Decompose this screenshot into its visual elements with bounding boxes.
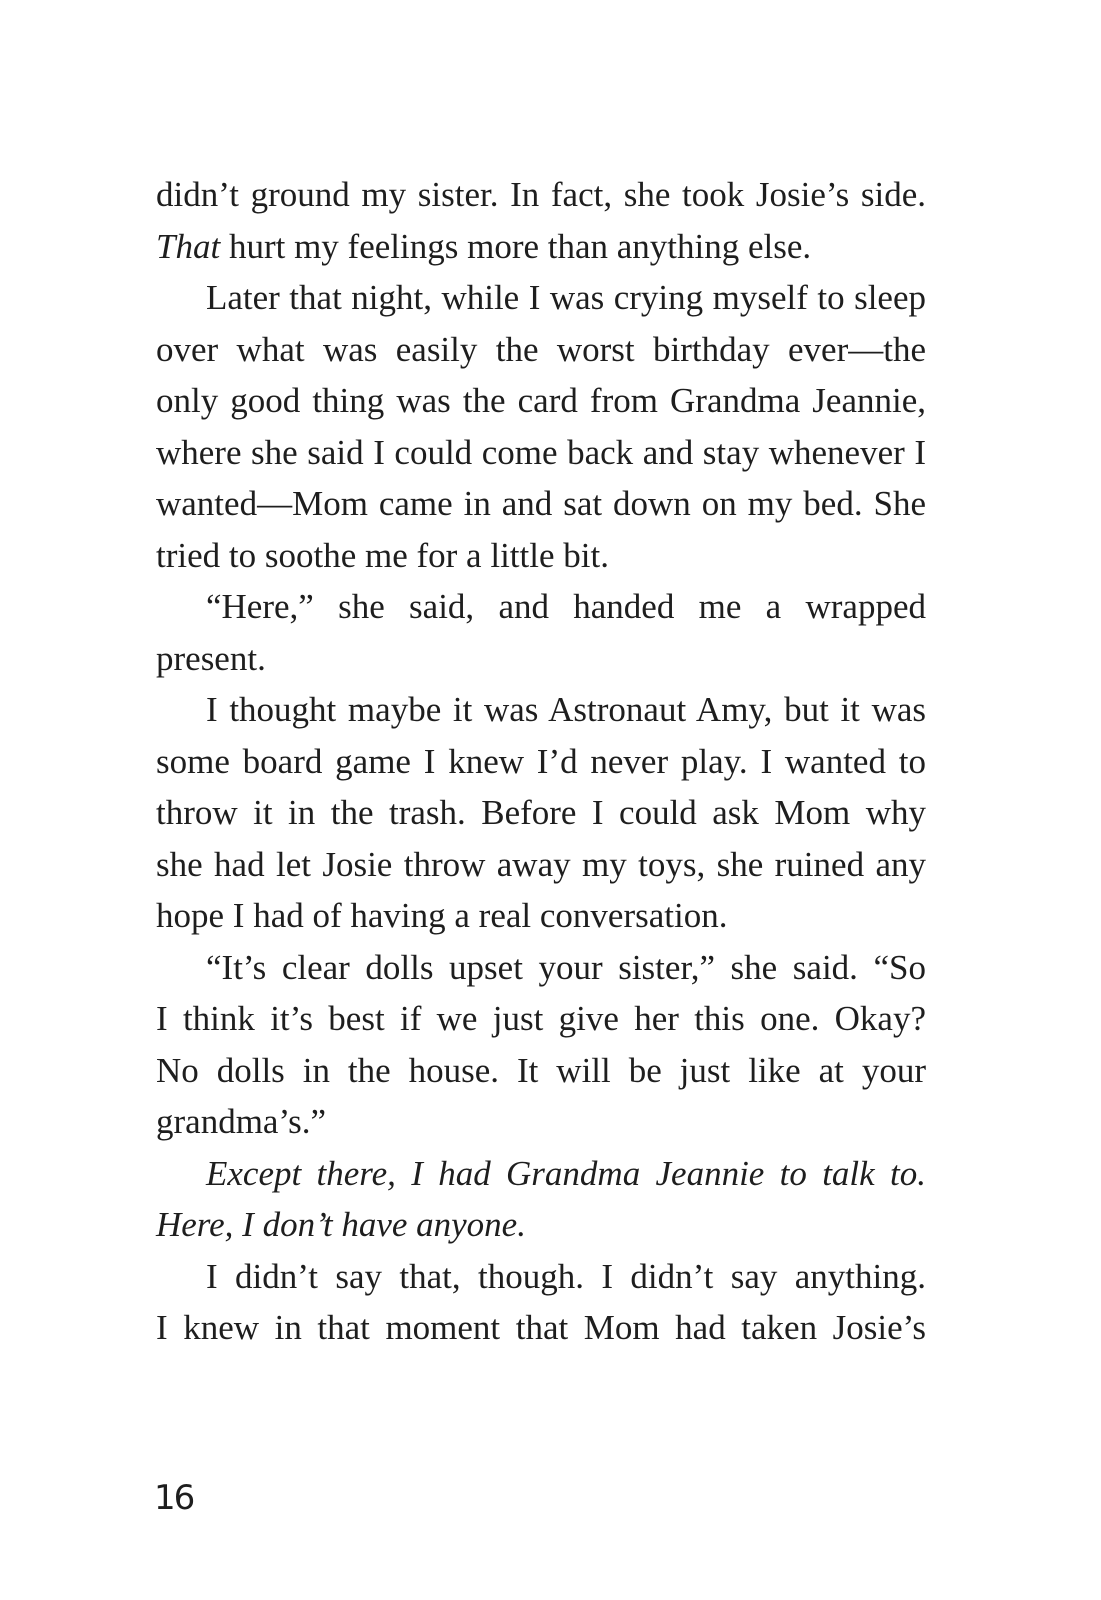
- text-line: [156, 221, 926, 273]
- text-line-content: only good thing was the card from Grandma Jeannie,: [156, 381, 926, 420]
- text-line: [156, 1302, 926, 1354]
- text-line: [156, 169, 926, 221]
- text-line-content: didn’t ground my sister. In fact, she took Josie’s side.: [156, 175, 926, 214]
- text-line-content: wanted—Mom came in and sat down on my bed. She: [156, 484, 926, 523]
- text-line-content: present.: [156, 638, 266, 678]
- text-line: [156, 1199, 926, 1251]
- text-line-content: grandma’s.”: [156, 1102, 327, 1141]
- text-line-content: I didn’t say that, though. I didn’t say anything.: [206, 1256, 926, 1296]
- text-line: [156, 890, 926, 942]
- italic-emphasis: That: [156, 226, 221, 266]
- text-line: [156, 736, 926, 788]
- text-line-content: over what was easily the worst birthday ever—the: [156, 329, 926, 369]
- text-line: [156, 633, 926, 685]
- text-line: [156, 787, 926, 839]
- text-line: [156, 684, 926, 736]
- text-line-content: hope I had of having a real conversation.: [156, 896, 728, 935]
- text-line: [156, 942, 926, 994]
- text-line-content: Except there, I had Grandma Jeannie to talk to.: [206, 1153, 926, 1193]
- text-line: [156, 375, 926, 427]
- text-line-content: throw it in the trash. Before I could ask Mom why: [156, 793, 926, 832]
- text-line-content: Later that night, while I was crying myself to sleep: [206, 278, 926, 317]
- text-line-content: I think it’s best if we just give her this one. Okay?: [156, 999, 926, 1038]
- text-line: [156, 478, 926, 530]
- text-line-content: No dolls in the house. It will be just like at your: [156, 1050, 926, 1090]
- text-line: [156, 427, 926, 479]
- text-line-content: I thought maybe it was Astronaut Amy, but it was: [206, 690, 926, 729]
- text-line-content: hurt my feelings more than anything else.: [220, 226, 812, 266]
- text-line: [156, 324, 926, 376]
- text-line-content: “It’s clear dolls upset your sister,” she said. “So: [206, 947, 926, 987]
- text-line: [156, 272, 926, 324]
- text-line-content: “Here,” she said, and handed me a wrapped: [206, 587, 926, 626]
- text-line: [156, 1148, 926, 1200]
- text-line: [156, 1096, 926, 1148]
- text-line-content: tried to soothe me for a little bit.: [156, 535, 609, 575]
- page-number: 16: [154, 1478, 194, 1518]
- text-line-content: I knew in that moment that Mom had taken Josie’s: [156, 1308, 926, 1347]
- text-line-content: some board game I knew I’d never play. I wanted to: [156, 741, 926, 781]
- text-line-content: where she said I could come back and stay whenever I: [156, 432, 926, 472]
- text-line: [156, 530, 926, 582]
- text-line: [156, 581, 926, 633]
- body-text: [156, 169, 926, 1354]
- text-line: [156, 1045, 926, 1097]
- text-line-content: she had let Josie throw away my toys, she ruined any: [156, 844, 926, 884]
- text-line: [156, 1251, 926, 1303]
- text-line: [156, 839, 926, 891]
- text-line-content: Here, I don’t have anyone.: [156, 1205, 526, 1244]
- text-line: [156, 993, 926, 1045]
